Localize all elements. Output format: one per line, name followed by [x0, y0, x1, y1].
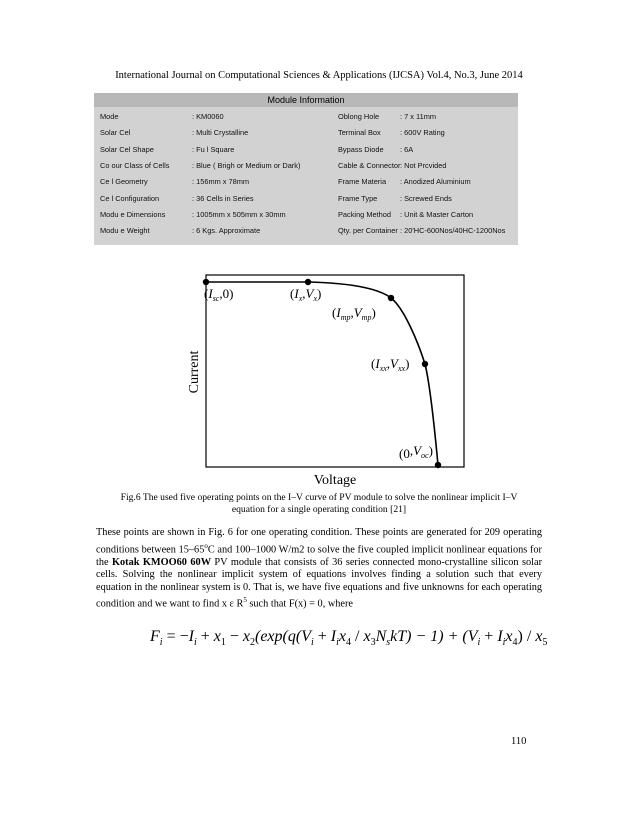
- table-cell-l-value: : 6 Kgs. Approximate: [192, 226, 261, 236]
- table-row: [94, 109, 518, 124]
- point-voc: [435, 462, 441, 468]
- table-cell-r-label: Frame Materia: [338, 177, 387, 187]
- caption-line-2: equation for a single operating condition [21]: [231, 504, 407, 515]
- table-cell-l-label: Ce l Configuration: [100, 193, 160, 203]
- table-row: [94, 158, 518, 173]
- table-cell-l-label: Ce l Geometry: [100, 177, 148, 187]
- table-cell-l-label: Modu e Weight: [100, 226, 150, 236]
- table-cell-r-value: : Anodized Aluminium: [400, 177, 471, 187]
- table-cell-r-value: : 600V Rating: [400, 128, 445, 138]
- table-cell-l-value: : Fu l Square: [192, 144, 235, 154]
- point-label-imp: $(I_{mp},V_{mp})$: [332, 305, 376, 322]
- point-label-ix: $(I_x,V_x)$: [290, 286, 322, 303]
- caption-line-1: Fig.6 The used five operating points on the I–V curve of PV module to solve the nonlinear implicit I–V: [120, 492, 518, 503]
- point-ix: [305, 279, 311, 285]
- table-title: Module Information: [94, 93, 518, 107]
- table-cell-r-label: Terminal Box: [338, 128, 381, 138]
- table-cell-l-value: : 1005mm x 505mm x 30mm: [192, 209, 286, 219]
- table-cell-l-value: : Multi Crystalline: [192, 128, 249, 138]
- iv-curve-line: [206, 282, 438, 465]
- table-cell-l-label: Solar Cel Shape: [100, 144, 154, 154]
- equation-fi: $F_i = -I_i + x_1 - x_2(\exp(q(V_i + I_ix_4 / x_3N_skT) - 1) + (V_i + I_ix_4) / x_5$: [150, 628, 548, 649]
- table-cell-r-value: : 6A: [400, 144, 414, 154]
- table-row: [94, 125, 518, 140]
- table-cell-r-value: : Screwed Ends: [400, 193, 452, 203]
- point-label-isc: $(I_{sc},0)$: [204, 286, 234, 303]
- iv-curve-chart: [176, 272, 466, 512]
- plot-frame: [206, 275, 464, 467]
- table-cell-r-label: Oblong Hole: [338, 112, 380, 121]
- table-row: [94, 142, 518, 157]
- table-cell-l-value: : 36 Cells in Series: [192, 193, 254, 203]
- module-name: Kotak KMOO60 60W: [112, 556, 211, 568]
- table-cell-l-label: Solar Cel: [100, 128, 131, 138]
- page-number: 110: [511, 736, 527, 747]
- figure-caption: [95, 492, 543, 516]
- point-isc: [203, 279, 209, 285]
- table-cell-l-value: : 156mm x 78mm: [192, 177, 250, 187]
- table-cell-l-label: Co our Class of Cells: [100, 160, 170, 170]
- point-label-voc: $(0,V_{oc})$: [399, 443, 433, 461]
- table-cell-r-label: Qty. per Container: [338, 226, 398, 236]
- table-cell-r-value: : 7 x 11mm: [400, 112, 437, 121]
- table-cell-r-label: Cable & Connector: [338, 160, 401, 170]
- table-cell-r-label: Bypass Diode: [338, 144, 384, 154]
- journal-header: International Journal on Computational Sciences & Applications (IJCSA) Vol.4, No.3, June 2014: [115, 70, 523, 81]
- table-cell-l-value: : KM0060: [192, 112, 224, 121]
- point-ixx: [422, 361, 428, 367]
- point-label-ixx: $(I_{xx},V_{xx})$: [371, 356, 410, 373]
- module-info-table: [94, 93, 518, 245]
- x-axis-label: Voltage: [313, 473, 357, 488]
- point-imp: [388, 295, 394, 301]
- y-axis-label: Current: [187, 350, 202, 394]
- table-cell-l-label: Modu e Dimensions: [100, 209, 166, 219]
- table-cell-l-value: : Blue ( Brigh or Medium or Dark): [192, 160, 301, 170]
- table-cell-r-value: : Unit & Master Carton: [400, 209, 474, 219]
- body-paragraph: These points are shown in Fig. 6 for one operating condition. These points are generated for 209 operating conditions between 15–65$^o$C and 100–1000 W/m2 to solve the five coupled implicit nonlinear equations for the Kotak KMOO60 60W PV module that consists of 36 series connected mono-crystalline silicon solar cells. Solving the nonlinear implicit system of equations involves finding a solution such that every equation in the nonlinear system is 0. That is, we have five equations and five unknowns for each operating condition and we want to find x ε $R^5$ such that F(x) = 0, where: [96, 527, 543, 610]
- table-cell-r-label: Packing Method: [338, 209, 391, 219]
- table-row: [94, 207, 518, 222]
- table-cell-r-value: : 20'HC-600Nos/40HC-1200Nos: [400, 226, 506, 236]
- table-cell-l-label: Mode: [100, 112, 119, 121]
- table-row: [94, 223, 518, 238]
- table-cell-r-value: : Not Prcvided: [400, 160, 447, 170]
- table-row: [94, 191, 518, 206]
- table-row: [94, 174, 518, 189]
- table-cell-r-label: Frame Type: [338, 193, 378, 203]
